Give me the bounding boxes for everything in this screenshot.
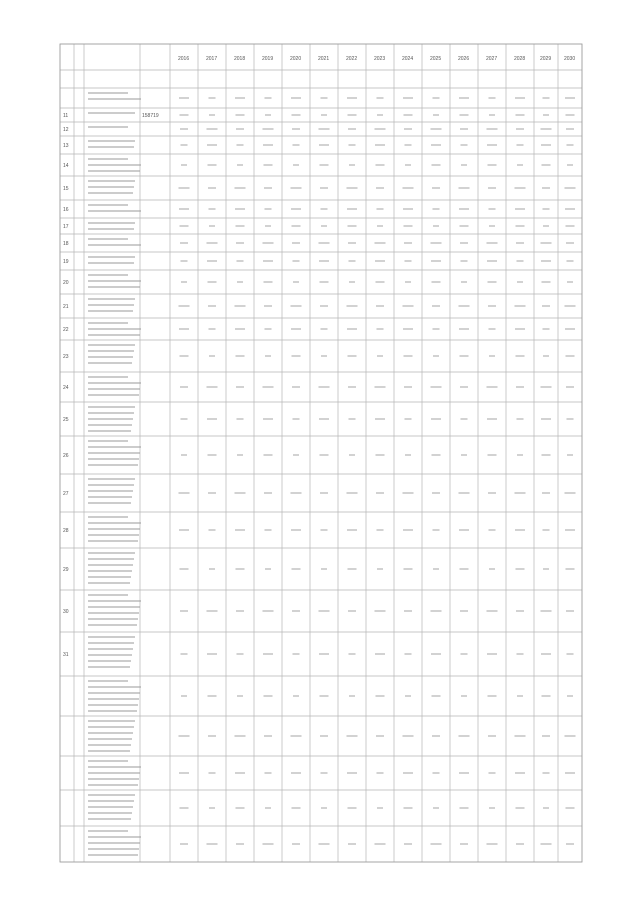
- row-number: 18: [63, 241, 69, 247]
- row-number: 29: [63, 567, 69, 573]
- header-cell: 2030: [564, 56, 576, 62]
- row-number: 15: [63, 186, 69, 192]
- header-cell: 2017: [206, 56, 218, 62]
- header-cell: 2016: [178, 56, 190, 62]
- row-number: 30: [63, 609, 69, 615]
- first-value: 158719: [142, 113, 159, 119]
- row-number: 28: [63, 528, 69, 534]
- row-number: 22: [63, 327, 69, 333]
- row-number: 16: [63, 207, 69, 213]
- header-cell: 2020: [290, 56, 302, 62]
- row-number: 24: [63, 385, 69, 391]
- row-number: 11: [63, 113, 69, 119]
- header-cell: 2023: [374, 56, 386, 62]
- header-cell: 2018: [234, 56, 246, 62]
- row-number: 19: [63, 259, 69, 265]
- row-number: 14: [63, 163, 69, 169]
- header-cell: 2024: [402, 56, 414, 62]
- header-cell: 2025: [430, 56, 442, 62]
- header-cell: 2027: [486, 56, 498, 62]
- header-cell: 2019: [262, 56, 274, 62]
- header-cell: 2022: [346, 56, 358, 62]
- header-cell: 2021: [318, 56, 330, 62]
- row-number: 23: [63, 354, 69, 360]
- row-number: 26: [63, 453, 69, 459]
- row-number: 25: [63, 417, 69, 423]
- row-number: 21: [63, 304, 69, 310]
- row-number: 12: [63, 127, 69, 133]
- row-number: 17: [63, 224, 69, 230]
- row-number: 13: [63, 143, 69, 149]
- header-cell: 2026: [458, 56, 470, 62]
- row-number: 27: [63, 491, 69, 497]
- row-number: 31: [63, 652, 69, 658]
- row-number: 20: [63, 280, 69, 286]
- header-cell: 2029: [540, 56, 552, 62]
- header-cell: 2028: [514, 56, 526, 62]
